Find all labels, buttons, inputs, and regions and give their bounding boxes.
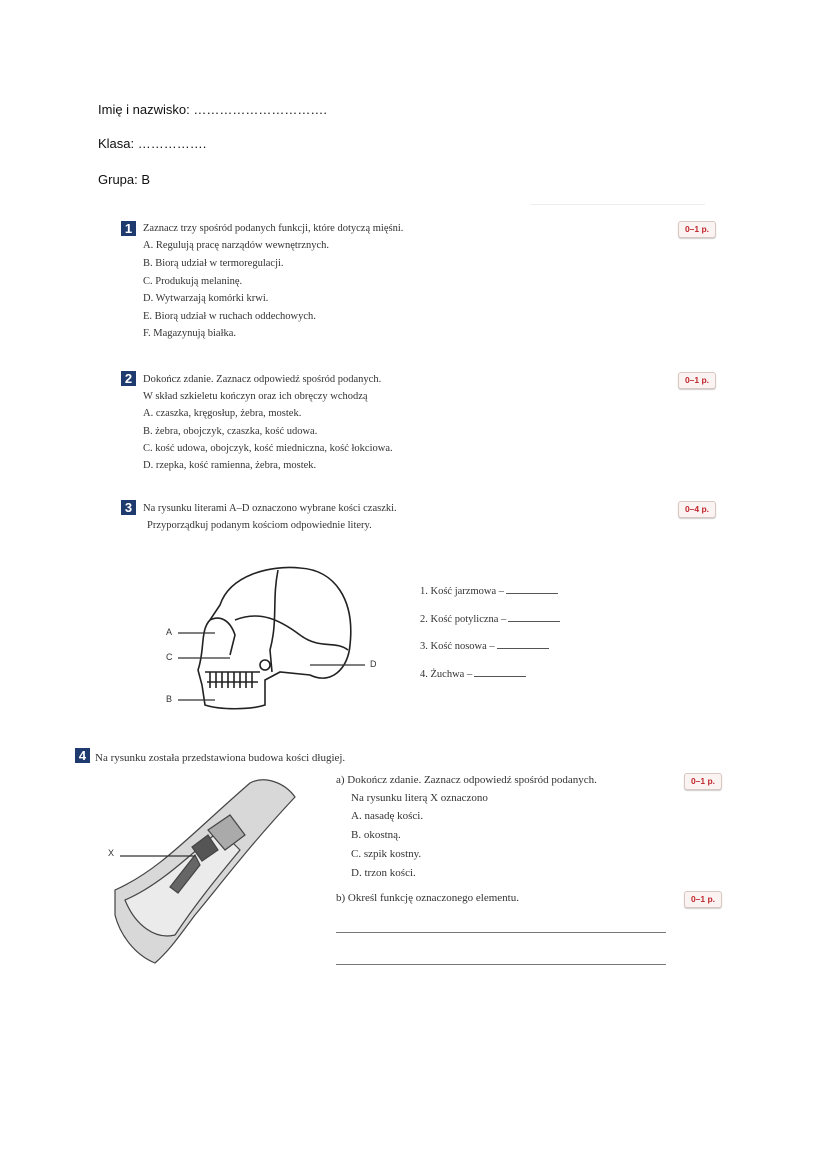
- points-badge: 0–4 p.: [678, 501, 716, 518]
- answer-line-1[interactable]: [336, 932, 666, 933]
- option-d[interactable]: D. rzepka, kość ramienna, żebra, mostek.: [143, 460, 317, 471]
- match-item-label: 3. Kość nosowa –: [420, 641, 495, 652]
- answer-blank[interactable]: [474, 676, 526, 677]
- match-item-label: 2. Kość potyliczna –: [420, 614, 507, 625]
- long-bone-illustration: [100, 775, 310, 970]
- answer-line-2[interactable]: [336, 964, 666, 965]
- option-e[interactable]: E. Biorą udział w ruchach oddechowych.: [143, 311, 316, 322]
- option-a[interactable]: A. czaszka, kręgosłup, żebra, mostek.: [143, 408, 302, 419]
- question-4a-stem: Na rysunku literą X oznaczono: [351, 792, 488, 804]
- option-b[interactable]: B. okostną.: [351, 829, 401, 841]
- match-item-label: 4. Żuchwa –: [420, 669, 473, 680]
- bone-label-x: X: [108, 848, 115, 858]
- class-field[interactable]: Klasa: …………….: [98, 136, 207, 151]
- option-d[interactable]: D. trzon kości.: [351, 867, 416, 879]
- question-1-title: Zaznacz trzy spośród podanych funkcji, które dotyczą mięśni.: [143, 223, 404, 234]
- option-a[interactable]: A. Regulują pracę narządów wewnętrznych.: [143, 240, 330, 251]
- option-b[interactable]: B. żebra, obojczyk, czaszka, kość udowa.: [143, 426, 318, 437]
- points-badge: 0–1 p.: [678, 372, 716, 389]
- question-number-4: 4: [75, 748, 90, 763]
- points-badge: 0–1 p.: [684, 891, 722, 908]
- option-d[interactable]: D. Wytwarzają komórki krwi.: [143, 293, 269, 304]
- points-badge: 0–1 p.: [678, 221, 716, 238]
- match-item-4[interactable]: [420, 669, 526, 680]
- question-4a-title: a) Dokończ zdanie. Zaznacz odpowiedź spośród podanych.: [336, 774, 597, 786]
- question-3-title: Na rysunku literami A–D oznaczono wybrane kości czaszki.: [143, 503, 397, 514]
- option-c[interactable]: C. szpik kostny.: [351, 848, 422, 860]
- match-item-2[interactable]: [420, 614, 560, 625]
- skull-label-a: A: [166, 627, 173, 637]
- name-field[interactable]: Imię i nazwisko: ………………………….: [98, 102, 327, 117]
- question-2-stem: W skład szkieletu kończyn oraz ich obręczy wchodzą: [143, 391, 368, 402]
- answer-blank[interactable]: [506, 593, 558, 594]
- answer-blank[interactable]: [508, 621, 560, 622]
- question-2-title: Dokończ zdanie. Zaznacz odpowiedź spośród podanych.: [143, 374, 382, 385]
- option-f[interactable]: F. Magazynują białka.: [143, 328, 237, 339]
- question-number-1: 1: [121, 221, 136, 236]
- skull-label-c: C: [166, 652, 173, 662]
- divider: [530, 204, 705, 205]
- option-a[interactable]: A. nasadę kości.: [351, 810, 424, 822]
- option-c[interactable]: C. Produkują melaninę.: [143, 276, 243, 287]
- points-badge: 0–1 p.: [684, 773, 722, 790]
- match-item-3[interactable]: [420, 641, 549, 652]
- option-c[interactable]: C. kość udowa, obojczyk, kość miedniczna, kość łokciowa.: [143, 443, 393, 454]
- question-number-2: 2: [121, 371, 136, 386]
- answer-blank[interactable]: [497, 648, 549, 649]
- question-3-subtitle: Przyporządkuj podanym kościom odpowiednie litery.: [147, 520, 372, 531]
- group-label: Grupa: B: [98, 172, 151, 187]
- match-item-1[interactable]: [420, 586, 558, 597]
- skull-label-d: D: [370, 659, 377, 669]
- option-b[interactable]: B. Biorą udział w termoregulacji.: [143, 258, 284, 269]
- question-4-title: Na rysunku została przedstawiona budowa kości długiej.: [95, 752, 346, 764]
- question-number-3: 3: [121, 500, 136, 515]
- match-item-label: 1. Kość jarzmowa –: [420, 586, 504, 597]
- question-4b-title: b) Określ funkcję oznaczonego elementu.: [336, 892, 519, 904]
- skull-illustration: [160, 560, 390, 720]
- skull-label-b: B: [166, 694, 173, 704]
